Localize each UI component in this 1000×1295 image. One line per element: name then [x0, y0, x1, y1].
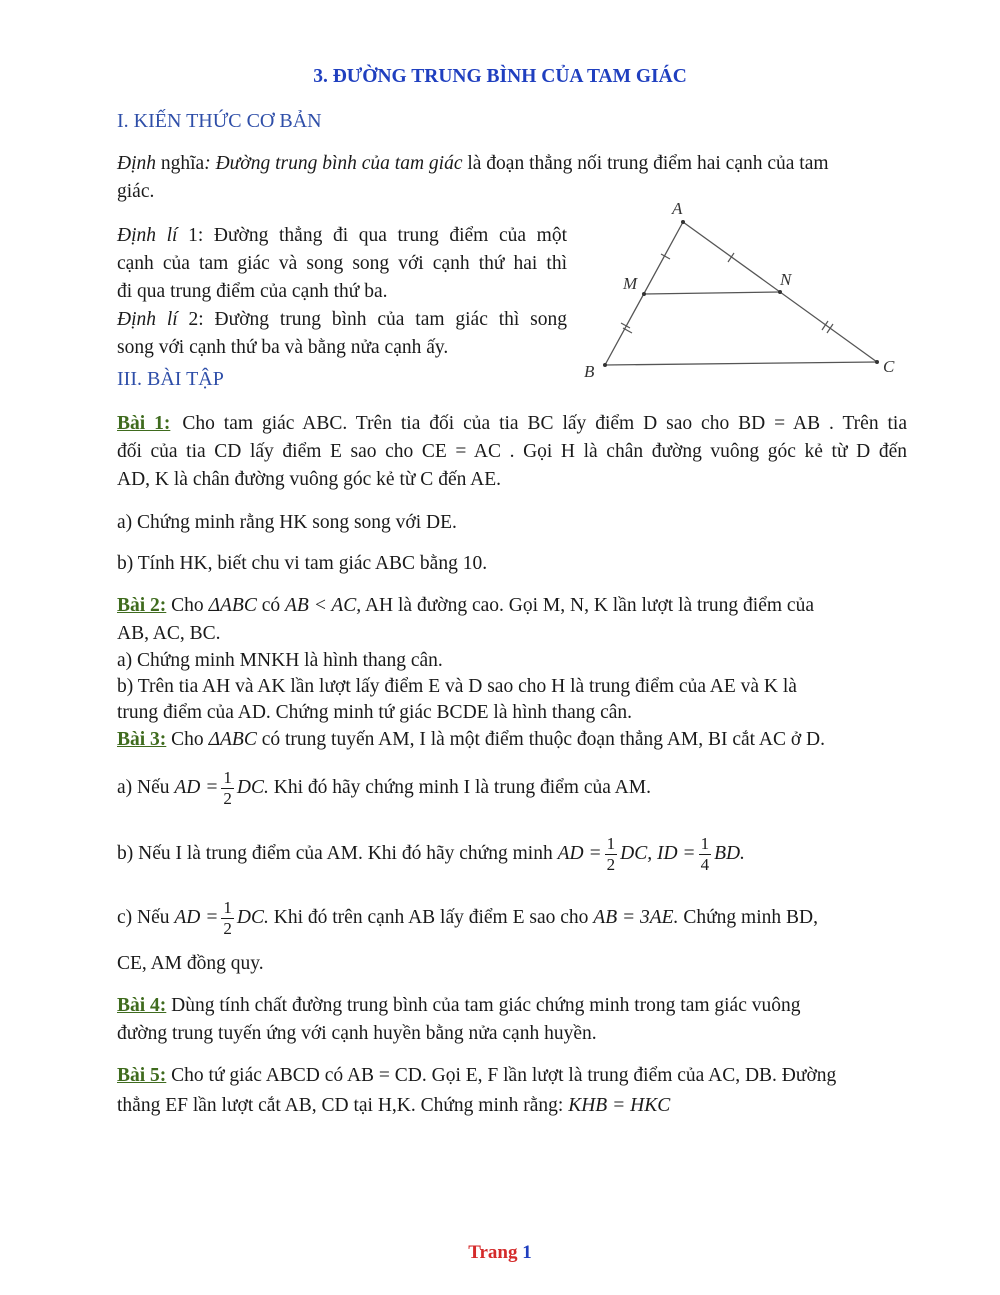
section-heading-1: I. KIẾN THỨC CƠ BẢN: [117, 110, 322, 132]
exercise-label: Bài 4:: [117, 995, 167, 1016]
exercise-3: Bài 3: Cho ΔABC có trung tuyến AM, I là một điểm thuộc đoạn thẳng AM, BI cắt AC ở D.: [117, 729, 826, 750]
section-heading-3: III. BÀI TẬP: [117, 368, 224, 390]
midline-mn: [644, 292, 780, 294]
point-m: [642, 292, 646, 296]
triangle-figure: [575, 195, 905, 385]
exercise-3-part-c-line2: CE, AM đồng quy.: [117, 953, 264, 974]
point-c: [875, 360, 879, 364]
label-c: C: [883, 357, 895, 376]
tick-nc-2: [827, 324, 833, 333]
exercise-label: Bài 1:: [117, 413, 171, 434]
definition: Định nghĩa: Đường trung bình của tam giác là đoạn thẳng nối trung điểm hai cạnh của tam giác.: [117, 153, 829, 202]
label-m: M: [623, 274, 638, 293]
exercise-label: Bài 5:: [117, 1065, 167, 1086]
exercise-3-part-a: a) Nếu AD = $\frac{1}{2}$ DC. Khi đó hãy chứng minh I là trung điểm của AM.: [117, 768, 651, 808]
exercise-5: Bài 5: Cho tứ giác ABCD có AB = CD. Gọi E, F lần lượt là trung điểm của AC, DB. Đường thẳng EF lần lượt cắt AB, CD tại H,K. Chứng minh rằng: KHB = HKC: [117, 1065, 837, 1116]
exercise-4: Bài 4: Dùng tính chất đường trung bình của tam giác chứng minh trong tam giác vuông đường trung tuyến ứng với cạnh huyền bằng nửa cạnh huyền.: [117, 995, 801, 1044]
point-n: [778, 290, 782, 294]
exercise-1-part-a: a) Chứng minh rằng HK song song với DE.: [117, 512, 457, 533]
exercise-3-part-b: b) Nếu I là trung điểm của AM. Khi đó hãy chứng minh AD = $\frac{1}{2}$ DC, ID = $\frac{1}{4}$ BD.: [117, 834, 745, 874]
exercise-label: Bài 3:: [117, 729, 167, 750]
exercise-3-part-c: c) Nếu AD = $\frac{1}{2}$ DC. Khi đó trên cạnh AB lấy điểm E sao cho AB = 3AE. Chứng minh BD,: [117, 898, 818, 938]
point-b: [603, 363, 607, 367]
side-bc: [605, 362, 877, 365]
label-b: B: [584, 362, 595, 381]
exercise-2: Bài 2: Cho ΔABC có AB < AC, AH là đường cao. Gọi M, N, K lần lượt là trung điểm của AB, AC, BC. a) Chứng minh MNKH là hình thang cân. b) Trên tia AH và AK lần lượt lấy điểm E và D sao cho H là trung điểm của AE và K là trung điểm của AD. Chứng minh tứ giác BCDE là hình thang cân.: [117, 595, 814, 723]
exercise-1: Bài 1: Cho tam giác ABC. Trên tia đối của tia BC lấy điểm D sao cho BD = AB . Trên tia đối của tia CD lấy điểm E sao cho CE = AC . Gọi H là chân đường vuông góc kẻ từ D đến AD, K là chân đường vuông góc kẻ từ C đến AE.: [117, 413, 907, 490]
page-number: 1: [522, 1242, 532, 1263]
exercise-label: Bài 2:: [117, 595, 167, 616]
theorem-1: Định lí 1: Đường thẳng đi qua trung điểm của một cạnh của tam giác và song song với cạnh thứ hai thì đi qua trung điểm của cạnh thứ ba.: [117, 225, 567, 302]
label-n: N: [780, 270, 792, 289]
exercise-1-part-b: b) Tính HK, biết chu vi tam giác ABC bằng 10.: [117, 553, 488, 574]
label-a: A: [672, 199, 683, 218]
page-footer: Trang 1: [468, 1242, 532, 1263]
page-title: 3. ĐƯỜNG TRUNG BÌNH CỦA TAM GIÁC: [313, 66, 687, 87]
theorem-2: Định lí 2: Đường trung bình của tam giác thì song song với cạnh thứ ba và bằng nửa cạnh ấy.: [117, 309, 567, 358]
point-a: [681, 220, 685, 224]
